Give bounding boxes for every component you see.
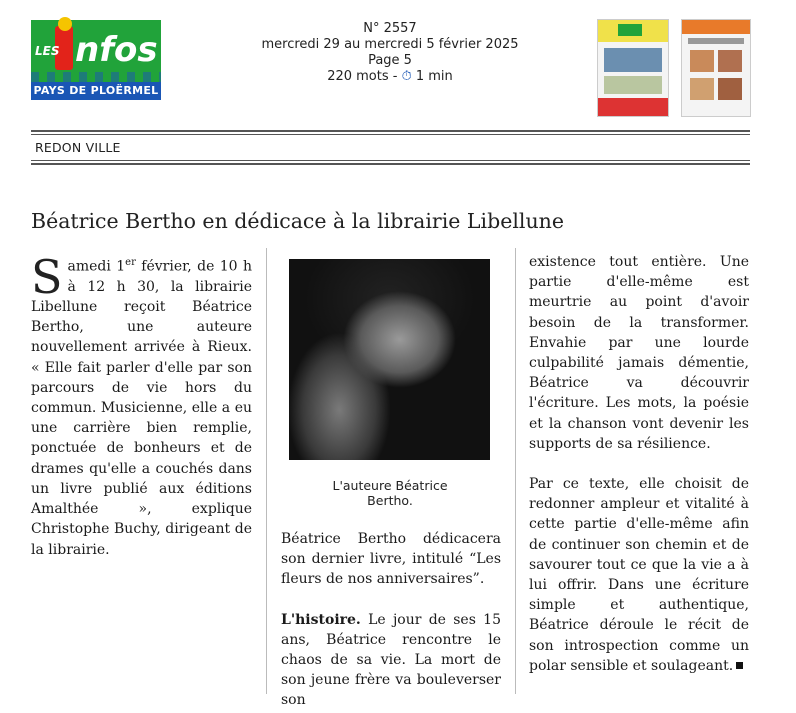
subhead-histoire: L'histoire.	[281, 611, 361, 628]
logo-region: PAYS DE PLOËRMEL	[31, 82, 161, 100]
word-count: 220 mots -	[327, 69, 402, 84]
col3-paragraph-2	[529, 474, 749, 676]
reading-time: 1 min	[411, 69, 453, 84]
article-column-1	[31, 250, 252, 560]
col3-p2-text: Par ce texte, elle choisit de redonner ampleur et vitalité à cette partie d'elle-même afin de continuer son chemin et de savourer tout ce que la vie a à lui offrir. Dans une écriture simple et authentique, Béatrice déroule le récit de son introspection comme un polar sensible et soulageant.	[529, 476, 749, 674]
header-rule	[31, 130, 750, 132]
col2-paragraph-2	[281, 610, 501, 711]
header-rule-thin	[31, 134, 750, 135]
col2-p2-text: Le jour de ses 15 ans, Béatrice rencontre le chaos de sa vie. La mort de son jeune frère va bouleverser son	[281, 611, 501, 709]
logo-les: LES	[35, 44, 60, 58]
issue-number: N° 2557	[363, 21, 417, 36]
end-mark-icon	[736, 662, 743, 669]
column-divider-1	[266, 248, 267, 694]
issue-page: Page 5	[368, 53, 412, 68]
section-rule	[31, 163, 750, 165]
col3-paragraph-1: existence tout entière. Une partie d'elle-même est meurtrie au point d'avoir besoin de la transformer. Envahie par une lourde culpabilité jamais démentie, Béatrice va découvrir l'écriture. Les mots, la poésie et la chanson vont devenir les supports de sa résilience.	[529, 254, 749, 452]
drop-cap: S	[31, 250, 63, 304]
col1-text-b: février, de 10 h à 12 h 30, la librairie Libellune reçoit Béatrice Bertho, une auteure nouvellement arrivée à Rieux. « Elle fait parler d'elle par son parcours de vie hors du commun. Musicienne, elle a eu une carrière bien remplie, ponctuée de bonheurs et de drames qu'elle a couchés dans un livre publié aux éditions Amalthée », explique Christophe Buchy, dirigeant de la librairie.	[31, 258, 252, 558]
clock-icon: ⏱	[401, 69, 412, 84]
author-photo	[289, 259, 490, 460]
logo-word: nfos	[75, 30, 158, 70]
section-label: REDON VILLE	[35, 140, 121, 155]
section-rule-thin	[31, 160, 750, 161]
col1-text-a: amedi 1	[67, 258, 126, 275]
page-thumbnail-front[interactable]	[597, 19, 669, 117]
issue-dates: mercredi 29 au mercredi 5 février 2025	[261, 37, 519, 52]
col2-paragraph-1: Béatrice Bertho dédicacera son dernier livre, intitulé “Les fleurs de nos anniversaires”.	[281, 531, 501, 588]
page-thumbnail-inside[interactable]	[681, 19, 751, 117]
article-column-2	[281, 529, 501, 711]
reading-meta	[230, 69, 550, 85]
ordinal-sup: er	[125, 257, 136, 268]
article-title: Béatrice Bertho en dédicace à la librairie Libellune	[31, 209, 564, 233]
column-divider-2	[515, 248, 516, 694]
newspaper-logo	[31, 20, 161, 100]
photo-caption: L'auteure Béatrice Bertho.	[332, 478, 448, 508]
article-column-3	[529, 252, 749, 676]
